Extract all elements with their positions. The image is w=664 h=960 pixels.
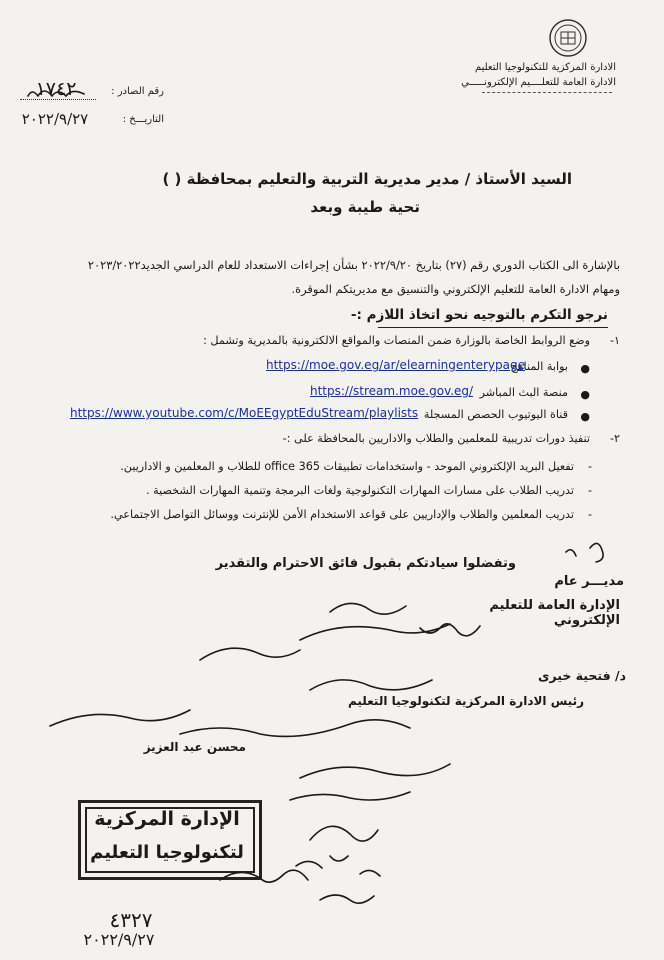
- item-1-number: ١-: [609, 334, 620, 347]
- request-heading: نرجو التكرم بالتوجيه نحو اتخاذ اللازم :-: [350, 307, 608, 323]
- date-label: التاريـــخ :: [122, 114, 164, 125]
- link-label-youtube: قناة اليوتيوب الحصص المسجلة: [423, 408, 568, 421]
- bullet-icon: ●: [580, 362, 590, 375]
- ref-number-value: ١٧٤٢: [35, 78, 77, 100]
- item-2-point-3: تدريب المعلمين والطلاب والإداريين على قواعد الاستخدام الأمن للإنترنت ووسائل التواصل الاجتماعي.: [110, 508, 574, 521]
- dash-bullet-icon: -: [587, 484, 592, 497]
- greeting-line: تحية طيبة وبعد: [310, 198, 420, 216]
- org-line-2: الادارة العامة للتعلــــيم الإلكترونـــــي: [461, 77, 616, 88]
- item-2-point-1: تفعيل البريد الإلكتروني الموحد - واستخدامات تطبيقات office 365 للطلاب و المعلمين و الاداريين.: [120, 460, 574, 473]
- recipient-line: السيد الأستاذ / مدير مديرية التربية والتعليم بمحافظة ( ): [162, 170, 572, 188]
- closing-line: وتفضلوا سيادتكم بقبول فائق الاحترام والتقدير: [215, 556, 516, 571]
- item-2-point-2: تدريب الطلاب على مسارات المهارات التكنولوجية ولغات البرمجة وتنمية المهارات الشخصية .: [145, 484, 574, 497]
- date-value: ٢٠٢٢/٩/٢٧: [21, 110, 89, 128]
- bullet-icon: ●: [580, 388, 590, 401]
- signature-department: الإدارة العامة للتعليم الإلكتروني: [489, 598, 620, 628]
- link-curriculum-portal[interactable]: https://moe.gov.eg/ar/elearningenterypage: [266, 358, 525, 372]
- secondary-signature-title: رئيس الادارة المركزية لتكنولوجيا التعليم: [347, 694, 584, 708]
- item-1-text: وضع الروابط الخاصة بالوزارة ضمن المنصات والمواقع الالكترونية بالمديرية وتشمل :: [203, 334, 590, 347]
- link-stream-platform[interactable]: https://stream.moe.gov.eg/: [310, 384, 474, 398]
- stamp-line-1: الإدارة المركزية: [94, 808, 240, 830]
- link-label-stream: منصة البث المباشر: [479, 386, 568, 399]
- bullet-icon: ●: [580, 410, 590, 423]
- intro-line-1: بالإشارة الى الكتاب الدوري رقم (٢٧) بتاريخ ٢٠٢٢/٩/٢٠ بشأن إجراءات الاستعداد للعام الدراسي الجديد٢٠٢٣/٢٠٢٢: [87, 258, 620, 272]
- secondary-signature-name: محسن عبد العزيز: [143, 740, 246, 754]
- signature-name: د/ فتحية خيرى: [537, 668, 626, 683]
- dash-bullet-icon: -: [587, 508, 592, 521]
- ref-number-label: رقم الصادر :: [111, 86, 164, 97]
- signature-title: مديـــر عام: [554, 574, 624, 589]
- footer-number: ٤٣٢٧: [109, 908, 153, 932]
- dash-bullet-icon: -: [587, 460, 592, 473]
- footer-date: ٢٠٢٢/٩/٢٧: [83, 930, 155, 949]
- item-2-number: ٢-: [609, 432, 620, 445]
- intro-line-2: ومهام الادارة العامة للتعليم الإلكتروني والتنسيق مع مديريتكم الموقرة.: [291, 282, 620, 296]
- org-line-1: الادارة المركزية للتكنولوجيا التعليم: [474, 62, 616, 73]
- stamp-line-2: لتكنولوجيا التعليم: [90, 842, 244, 863]
- link-youtube-channel[interactable]: https://www.youtube.com/c/MoEEgyptEduStream/playlists: [70, 406, 419, 420]
- link-label-curriculum: بوابة المناهج: [510, 360, 568, 373]
- item-2-text: تنفيذ دورات تدريبية للمعلمين والطلاب والاداريين بالمحافظة على :-: [282, 432, 590, 445]
